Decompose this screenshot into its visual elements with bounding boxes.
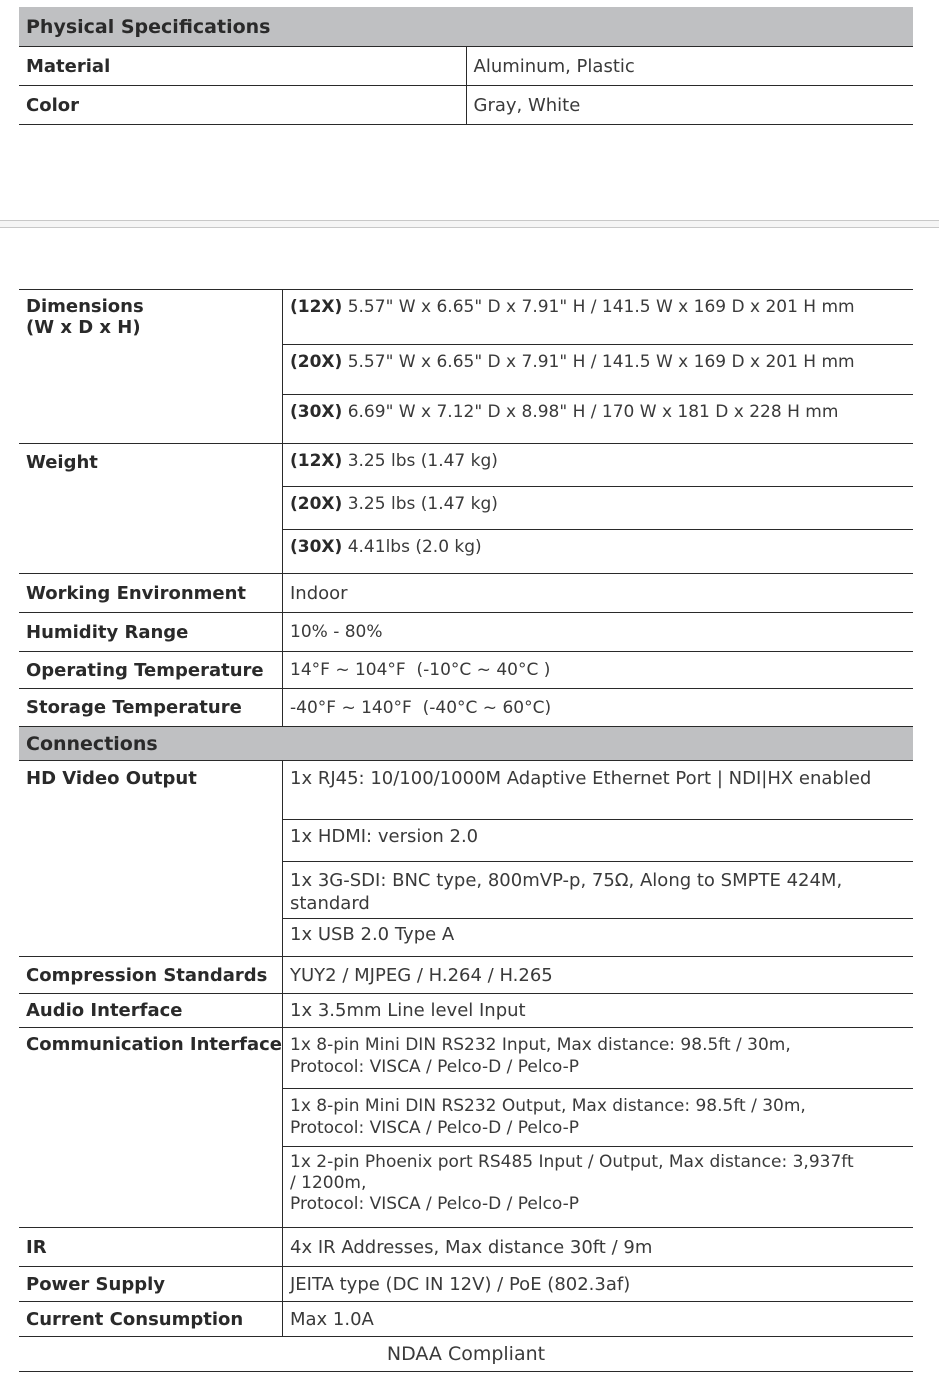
dimension-entry	[283, 290, 913, 345]
spec-label: Communication Interface	[26, 1034, 282, 1055]
communication-line: 1x 2-pin Phoenix port RS485 Input / Output, Max distance: 3,937ft / 1200m,	[290, 1152, 854, 1193]
spec-label-sub: (W x D x H)	[26, 317, 141, 338]
section-header-connections	[19, 727, 913, 761]
physical-specs-table	[19, 7, 913, 125]
spec-label: Storage Temperature	[26, 697, 242, 718]
spec-row-color	[19, 86, 913, 125]
model-tag: (20X)	[290, 494, 343, 514]
communication-line: Protocol: VISCA / Pelco-D / Pelco-P	[290, 1194, 580, 1214]
video-output-entry: 1x USB 2.0 Type A	[290, 924, 455, 945]
spec-row-power-supply	[19, 1267, 913, 1302]
section-title: Connections	[26, 732, 158, 755]
spec-label: Working Environment	[26, 582, 247, 604]
spec-row-storage-temperature	[19, 689, 913, 727]
spec-label: Dimensions	[26, 296, 144, 317]
spec-label: Current Consumption	[26, 1308, 244, 1330]
ndaa-compliant-note: NDAA Compliant	[19, 1337, 913, 1372]
spec-label: Audio Interface	[26, 1000, 183, 1021]
spec-label: Color	[26, 94, 79, 116]
spec-row-working-environment	[19, 574, 913, 613]
spec-value: Aluminum, Plastic	[466, 47, 913, 86]
spec-label: Operating Temperature	[26, 659, 264, 681]
communication-entry	[283, 1028, 913, 1089]
communication-entry	[283, 1089, 913, 1147]
dimension-value: 5.57" W x 6.65" D x 7.91" H / 141.5 W x 169 D x 201 H mm	[342, 297, 855, 317]
video-output-entry: 1x RJ45: 10/100/1000M Adaptive Ethernet Port | NDI|HX enabled	[283, 761, 913, 820]
spec-label: Weight	[26, 452, 98, 473]
spec-value: JEITA type (DC IN 12V) / PoE (802.3af)	[283, 1267, 914, 1302]
dimension-entry	[283, 395, 913, 443]
spec-label: IR	[26, 1236, 47, 1258]
spec-row-current-consumption	[19, 1302, 913, 1337]
dimension-value: 5.57" W x 6.65" D x 7.91" H / 141.5 W x 169 D x 201 H mm	[342, 352, 855, 372]
weight-value: 3.25 lbs (1.47 kg)	[342, 494, 498, 514]
communication-line: 1x 8-pin Mini DIN RS232 Input, Max distance: 98.5ft / 30m,	[290, 1035, 791, 1055]
spec-label: Compression Standards	[26, 964, 268, 986]
spec-value: YUY2 / MJPEG / H.264 / H.265	[283, 957, 914, 994]
model-tag: (12X)	[290, 297, 343, 317]
section-header-physical	[19, 7, 913, 47]
video-output-entry: 1x 3G-SDI: BNC type, 800mVP-p, 75Ω, Along to SMPTE 424M, standard	[283, 862, 913, 919]
specs-table	[19, 289, 913, 1372]
spec-value: 4x IR Addresses, Max distance 30ft / 9m	[283, 1228, 914, 1267]
spec-row-ir	[19, 1228, 913, 1267]
spec-value: 1x 3.5mm Line level Input	[283, 994, 914, 1028]
model-tag: (20X)	[290, 352, 343, 372]
model-tag: (12X)	[290, 451, 343, 471]
section-title: Physical Specifications	[26, 15, 271, 38]
spec-label: Material	[26, 55, 111, 77]
spec-value: Max 1.0A	[283, 1302, 914, 1337]
weight-value: 3.25 lbs (1.47 kg)	[342, 451, 498, 471]
spec-row-weight	[19, 444, 913, 574]
spec-value: Gray, White	[466, 86, 913, 125]
dimension-value: 6.69" W x 7.12" D x 8.98" H / 170 W x 181 D x 228 H mm	[342, 402, 839, 422]
communication-line: Protocol: VISCA / Pelco-D / Pelco-P	[290, 1057, 580, 1077]
spec-row-operating-temperature	[19, 652, 913, 689]
video-output-entry: 1x HDMI: version 2.0	[283, 820, 913, 862]
weight-value: 4.41lbs (2.0 kg)	[342, 537, 482, 557]
weight-entry	[283, 487, 913, 530]
page-divider	[0, 220, 939, 228]
spec-row-humidity-range	[19, 613, 913, 652]
spec-label: Humidity Range	[26, 621, 189, 643]
footer-row	[19, 1337, 913, 1372]
communication-line: Protocol: VISCA / Pelco-D / Pelco-P	[290, 1118, 580, 1138]
spec-value: 14°F ~ 104°F (-10°C ~ 40°C )	[283, 652, 914, 689]
weight-entry	[283, 444, 913, 487]
spec-row-hd-video-output	[19, 761, 913, 957]
weight-entry	[283, 530, 913, 573]
dimension-entry	[283, 345, 913, 395]
model-tag: (30X)	[290, 402, 343, 422]
spec-row-audio-interface	[19, 994, 913, 1028]
communication-line: 1x 8-pin Mini DIN RS232 Output, Max distance: 98.5ft / 30m,	[290, 1096, 806, 1116]
spec-row-compression-standards	[19, 957, 913, 994]
spec-row-dimensions	[19, 290, 913, 444]
spec-row-material	[19, 47, 913, 86]
model-tag: (30X)	[290, 537, 343, 557]
communication-entry	[283, 1147, 913, 1227]
spec-row-communication-interface	[19, 1028, 913, 1228]
spec-value: -40°F ~ 140°F (-40°C ~ 60°C)	[283, 689, 914, 727]
spec-value: Indoor	[283, 574, 914, 613]
spec-value: 10% - 80%	[283, 613, 914, 652]
spec-label: Power Supply	[26, 1273, 165, 1295]
spec-label: HD Video Output	[26, 768, 197, 789]
